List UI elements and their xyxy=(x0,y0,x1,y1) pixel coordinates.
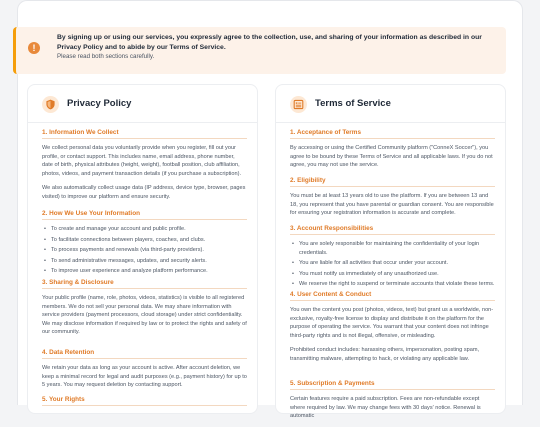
list-item: • To facilitate connections between players, coaches, and clubs. xyxy=(42,236,247,245)
bullet-list xyxy=(290,240,495,289)
section-paragraph: Certain features require a paid subscription. Fees are non-refundable except where required by law. We may change fees with 30 days' notice. Renewal is automatic xyxy=(290,396,481,420)
privacy-policy-title: Privacy Policy xyxy=(67,98,132,109)
privacy-section-1 xyxy=(42,129,247,208)
section-title: 1. Information We Collect xyxy=(42,129,247,139)
document-icon xyxy=(290,96,307,113)
list-item: • To create and manage your account and public profile. xyxy=(42,225,247,234)
terms-section-2 xyxy=(290,177,495,224)
section-title: 4. Data Retention xyxy=(42,349,247,359)
privacy-section-4 xyxy=(42,349,247,396)
terms-section-1 xyxy=(290,129,495,176)
privacy-section-2 xyxy=(42,210,247,278)
section-title: 2. Eligibility xyxy=(290,177,495,187)
section-paragraph: You own the content you post (photos, videos, text) but grant us a worldwide, non-exclusive, royalty-free license to display and distribute it on the platform for the purpose of operating the service. You warrant that your content does not infringe third-party rights and is not illegal, offensive, or misleading. xyxy=(290,307,494,339)
section-title: 3. Account Responsibilities xyxy=(290,225,495,235)
privacy-section-3 xyxy=(42,279,247,343)
section-title: 3. Sharing & Disclosure xyxy=(42,279,247,289)
section-paragraph: We retain your data as long as your account is active. After account deletion, we keep a minimal record for legal and audit purposes (e.g., payment history) for up to 5 years. You may request deletion by contacting support. xyxy=(42,365,247,389)
privacy-policy-panel xyxy=(27,84,258,414)
list-item: • You are solely responsible for maintaining the confidentiality of your login credentials. xyxy=(290,240,495,257)
notice-title: By signing up or using our services, you expressly agree to the collection, use, and sharing of your information as described in our Privacy Policy and to abide by our Terms of Service. xyxy=(57,34,482,51)
terms-of-service-panel xyxy=(275,84,506,420)
terms-section-5 xyxy=(290,380,495,427)
notice-subtitle: Please read both sections carefully. xyxy=(57,53,155,60)
list-item: • To improve user experience and analyze platform performance. xyxy=(42,267,247,276)
section-paragraph: Your public profile (name, role, photos, videos, statistics) is visible to all registered members. We do not sell your personal data. We may share information with service providers (payment processors, cloud storage) under strict confidentiality. We may disclose information if required by law or to protect the rights and safety of our community. xyxy=(42,295,247,336)
section-paragraph: You must be at least 13 years old to use the platform. If you are between 13 and 18, you represent that you have parental or guardian consent. You are responsible for ensuring your registration information is accurate and complete. xyxy=(290,193,494,217)
privacy-policy-header xyxy=(28,85,257,123)
info-icon: ! xyxy=(28,42,40,54)
section-title: 4. User Content & Conduct xyxy=(290,291,495,301)
terms-header xyxy=(276,85,505,123)
bullet-list xyxy=(42,225,247,276)
section-title: 2. How We Use Your Information xyxy=(42,210,247,220)
terms-section-4 xyxy=(290,291,495,370)
list-item: • We reserve the right to suspend or terminate accounts that violate these terms. xyxy=(290,280,495,289)
list-item: • You must notify us immediately of any unauthorized use. xyxy=(290,270,495,279)
section-paragraph: By accessing or using the Certified Community platform ("ConneX Soccer"), you agree to be bound by these Terms of Service and all applicable laws. If you do not agree, you may not use the service. xyxy=(290,145,493,169)
section-title: 5. Subscription & Payments xyxy=(290,380,495,390)
section-paragraph: We collect personal data you voluntarily provide when you register, fill out your profile, or contact support. This includes name, email address, phone number, date of birth, physical attributes (height, weight), football position, club affiliation, photos, videos, and payment transaction details (if you purchase a subscription). xyxy=(42,145,241,177)
section-paragraph: We also automatically collect usage data (IP address, device type, browser, pages visited) to improve our platform and ensure security. xyxy=(42,185,246,200)
section-title: 5. Your Rights xyxy=(42,396,247,406)
list-item: • You are liable for all activities that occur under your account. xyxy=(290,259,495,268)
terms-section-3 xyxy=(290,225,495,291)
section-title: 1. Acceptance of Terms xyxy=(290,129,495,139)
terms-title: Terms of Service xyxy=(315,98,391,109)
list-item: • To process payments and renewals (via third-party providers). xyxy=(42,246,247,255)
section-paragraph: Prohibited conduct includes: harassing others, impersonation, posting spam, transmitting malware, attempting to hack, or violating any applicable law. xyxy=(290,347,480,362)
list-item: • To send administrative messages, updates, and security alerts. xyxy=(42,257,247,266)
privacy-section-5 xyxy=(42,396,247,411)
shield-icon xyxy=(42,96,59,113)
